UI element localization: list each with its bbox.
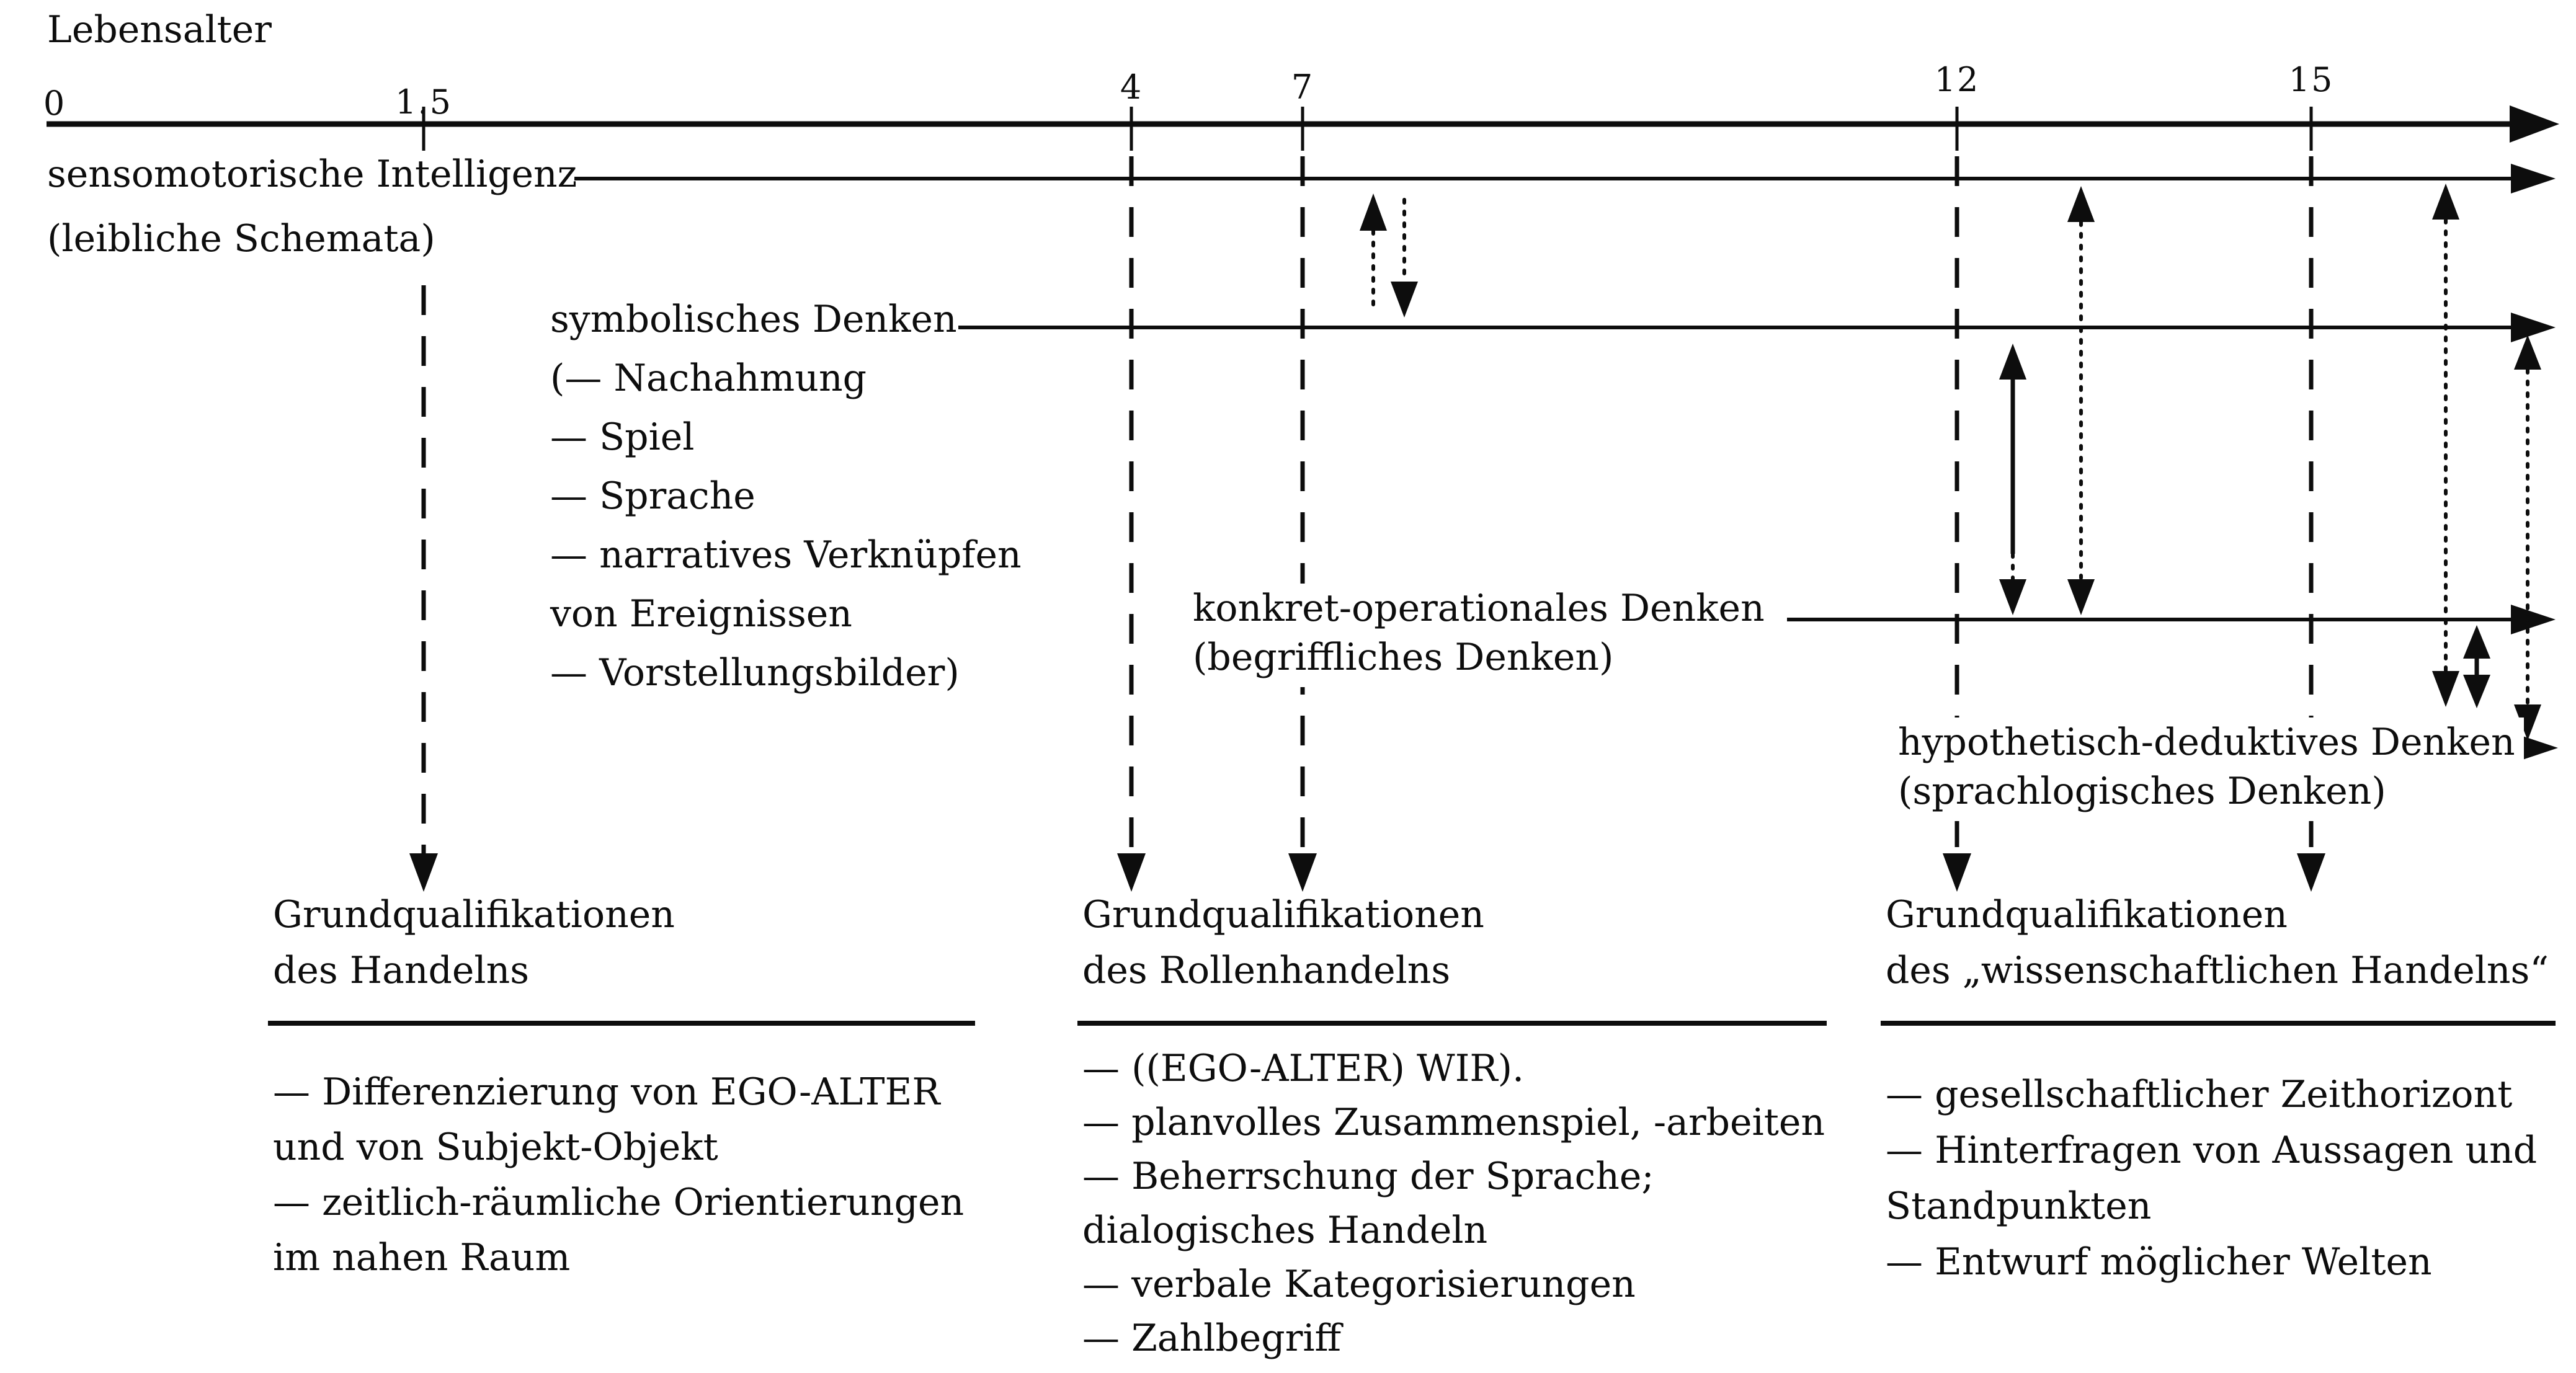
qualification-2-title: Grundqualifikationen (1082, 893, 1484, 936)
down-arrowhead-7 (1288, 853, 1317, 892)
qualification-3-item-1: — gesellschaftlicher Zeithorizont (1886, 1073, 2513, 1116)
stage-konkret-name: konkret-operationales Denken (1193, 584, 1773, 638)
qualification-1-item-4: im nahen Raum (273, 1236, 571, 1279)
qualification-1-subtitle: des Handelns (273, 949, 530, 992)
konkret-arrowhead (2511, 605, 2556, 634)
stage-symbolisches-detail-5: von Ereignissen (550, 592, 852, 636)
stage-symbolisches-name: symbolisches Denken (550, 298, 957, 341)
connector-dotted-double-arrow-age12 (2067, 186, 2095, 615)
qualification-2-item-4: dialogisches Handeln (1082, 1209, 1488, 1252)
qualification-3-subtitle: des „wissenschaftlichen Handelns“ (1886, 949, 2549, 992)
qualification-1-item-1: — Differenzierung von EGO-ALTER (273, 1070, 940, 1114)
down-arrowhead-15 (2297, 853, 2325, 892)
stage-sensomotorische-name: sensomotorische Intelligenz (47, 153, 577, 196)
axis-tick-label-15: 15 (2288, 60, 2334, 99)
connector-dotted-double-arrow-right (2514, 335, 2541, 740)
down-arrowhead-1-5 (409, 853, 438, 892)
axis-tick-label-1-5: 1.5 (395, 82, 452, 122)
stage-symbolisches-detail-2: — Spiel (550, 415, 695, 459)
axis-arrowhead (2510, 105, 2559, 143)
qualification-1-item-2: und von Subjekt-Objekt (273, 1126, 718, 1169)
connector-dotted-double-arrow-long (2432, 184, 2459, 707)
axis-title: Lebensalter (47, 8, 272, 51)
qualification-2-item-5: — verbale Kategorisierungen (1082, 1263, 1636, 1306)
symbolisches-arrowhead (2511, 313, 2556, 342)
qualification-2-item-3: — Beherrschung der Sprache; (1082, 1155, 1654, 1198)
axis-tick-label-7: 7 (1291, 68, 1314, 107)
axis-tick-label-12: 12 (1934, 60, 1980, 99)
age-marker-down-arrowheads (409, 853, 2325, 892)
stage-hypothetisch-subtitle: (sprachlogisches Denken) (1898, 766, 2395, 821)
qualification-2-subtitle: des Rollenhandelns (1082, 949, 1451, 992)
axis-tick-label-4: 4 (1120, 68, 1143, 107)
stage-symbolisches-detail-6: — Vorstellungsbilder) (550, 651, 960, 695)
down-arrowhead-12 (1943, 853, 1971, 892)
connector-solid-double-arrow-age12 (1999, 344, 2026, 615)
stage-sensomotorische-subtitle: (leibliche Schemata) (47, 217, 435, 260)
qualification-3-item-4: — Entwurf möglicher Welten (1886, 1240, 2432, 1284)
qualification-3-item-3: Standpunkten (1886, 1184, 2152, 1228)
qualification-3-title: Grundqualifikationen (1886, 893, 2288, 936)
stage-symbolisches-detail-3: — Sprache (550, 474, 755, 518)
qualification-2-item-1: — ((EGO-ALTER) WIR). (1082, 1047, 1525, 1090)
connector-down-arrow-age7 (1391, 200, 1418, 318)
down-arrowhead-4 (1117, 853, 1146, 892)
stage-konkret-subtitle: (begriffliches Denken) (1193, 633, 1622, 687)
qualification-1-item-3: — zeitlich-räumliche Orientierungen (273, 1181, 965, 1224)
stage-hypothetisch-name: hypothetisch-deduktives Denken (1898, 718, 2524, 772)
qualification-2-item-2: — planvolles Zusammenspiel, -arbeiten (1082, 1101, 1825, 1144)
qualification-1-title: Grundqualifikationen (273, 893, 675, 936)
axis-tick-label-0: 0 (43, 84, 66, 123)
stage-symbolisches-detail-4: — narratives Verknüpfen (550, 533, 1022, 577)
qualification-3-item-2: — Hinterfragen von Aussagen und (1886, 1129, 2538, 1172)
connector-up-arrow-age7 (1360, 193, 1387, 310)
sensomotorische-arrowhead (2511, 164, 2556, 193)
qualification-2-item-6: — Zahlbegriff (1082, 1317, 1342, 1360)
stage-symbolisches-detail-1: (— Nachahmung (550, 357, 867, 400)
connector-solid-double-arrow-short (2463, 625, 2490, 708)
